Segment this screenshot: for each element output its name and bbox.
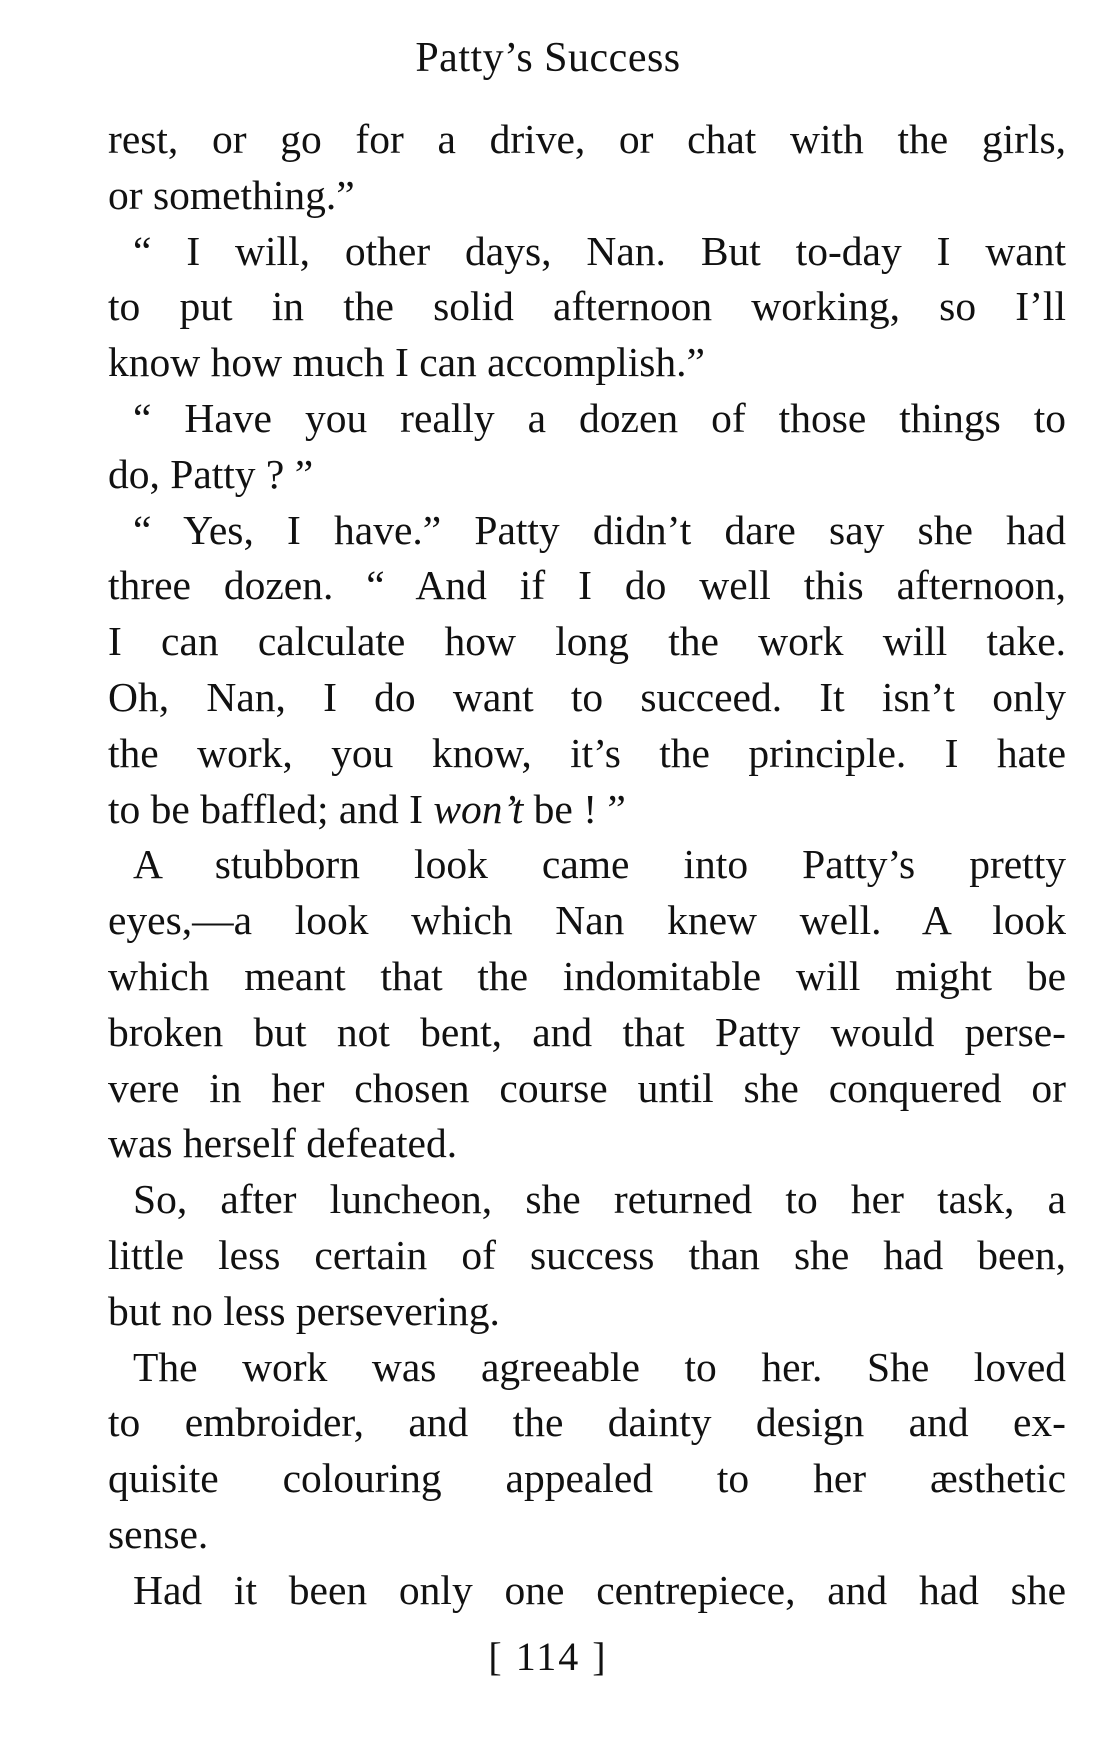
text-line: quisite colouring appealed to her æsthetic xyxy=(108,1455,1066,1502)
text-segment: to be baffled; and I xyxy=(108,785,434,832)
text-line xyxy=(108,782,1066,838)
text-line: but no less persevering. xyxy=(108,1287,500,1334)
italic-emphasis: won’t xyxy=(433,785,524,832)
text-line: I can calculate how long the work will take. xyxy=(108,618,1066,665)
text-line: know how much I can accomplish.” xyxy=(108,339,705,386)
text-line: vere in her chosen course until she conquered or xyxy=(108,1064,1066,1111)
text-line: “ Have you really a dozen of those things to xyxy=(133,394,1066,441)
text-line: which meant that the indomitable will might be xyxy=(108,952,1066,999)
page-number: [ 114 ] xyxy=(488,1634,608,1679)
text-segment: be ! ” xyxy=(523,785,626,832)
text-line: the work, you know, it’s the principle. I hate xyxy=(108,729,1066,776)
text-line: rest, or go for a drive, or chat with the girls, xyxy=(108,116,1066,162)
text-line: do, Patty ? ” xyxy=(108,450,314,497)
text-line: eyes,—a look which Nan knew well. A look xyxy=(108,897,1066,944)
text-line: three dozen. “ And if I do well this afternoon, xyxy=(108,562,1066,609)
text-line: Oh, Nan, I do want to succeed. It isn’t only xyxy=(108,673,1066,720)
text-line: broken but not bent, and that Patty would perse- xyxy=(108,1008,1066,1055)
text-line: So, after luncheon, she returned to her task, a xyxy=(133,1176,1066,1223)
text-line: “ Yes, I have.” Patty didn’t dare say she had xyxy=(133,506,1066,553)
text-line: sense. xyxy=(108,1510,209,1557)
text-line: to put in the solid afternoon working, so I’ll xyxy=(108,283,1066,330)
text-line: “ I will, other days, Nan. But to-day I want xyxy=(133,227,1066,274)
running-head-title: Patty’s Success xyxy=(415,35,681,81)
text-line: The work was agreeable to her. She loved xyxy=(133,1343,1066,1390)
text-line: little less certain of success than she had been, xyxy=(108,1231,1066,1278)
text-line: or something.” xyxy=(108,171,355,218)
text-line: was herself defeated. xyxy=(108,1120,458,1167)
text-line: A stubborn look came into Patty’s pretty xyxy=(133,841,1066,888)
text-line: to embroider, and the dainty design and ex- xyxy=(108,1399,1066,1446)
text-line: Had it been only one centrepiece, and had she xyxy=(133,1566,1066,1613)
body-text xyxy=(108,112,1066,1619)
